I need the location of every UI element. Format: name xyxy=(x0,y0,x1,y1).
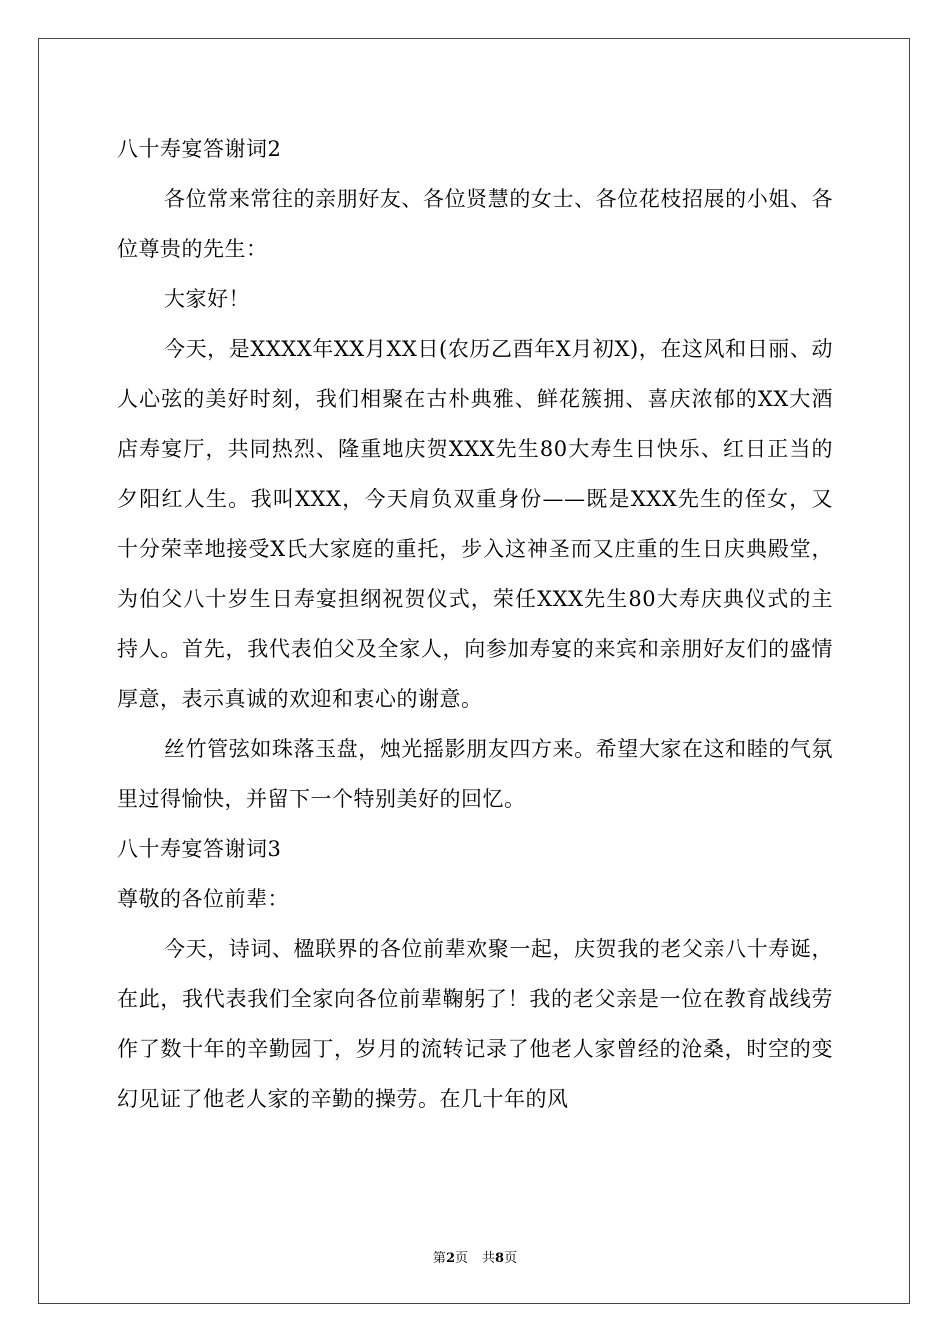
greeting-paragraph: 大家好！ xyxy=(164,287,250,311)
section-3-paragraph: 今天，诗词、楹联界的各位前辈欢聚一起，庆贺我的老父亲八十寿诞，在此，我代表我们全家向各位前辈鞠躬了！我的老父亲是一位在教育战线劳作了数十年的辛勤园丁，岁月的流转记录了他老人家曾经的沧桑，时空的变幻见证了他老人家的辛勤的操劳。在几十年的风 xyxy=(117,937,833,1111)
page-suffix: 页 xyxy=(454,1251,468,1266)
main-speech-paragraph: 今天，是XXXX年XX月XX日(农历乙酉年X月初X)，在这风和日丽、动人心弦的美好时刻，我们相聚在古朴典雅、鲜花簇拥、喜庆浓郁的XX大酒店寿宴厅，共同热烈、隆重地庆贺XXX先生80大寿生日快乐、红日正当的夕阳红人生。我叫XXX，今天肩负双重身份——既是XXX先生的侄女，又十分荣幸地接受X氏大家庭的重托，步入这神圣而又庄重的生日庆典殿堂，为伯父八十岁生日寿宴担纲祝贺仪式，荣任XXX先生80大寿庆典仪式的主持人。首先，我代表伯父及全家人，向参加寿宴的来宾和亲朋好友们的盛情厚意，表示真诚的欢迎和衷心的谢意。 xyxy=(117,337,833,711)
closing-paragraph: 丝竹管弦如珠落玉盘，烛光摇影朋友四方来。希望大家在这和睦的气氛里过得愉快，并留下一个特别美好的回忆。 xyxy=(117,737,833,811)
section-3-salutation: 尊敬的各位前辈： xyxy=(117,887,289,911)
document-body xyxy=(117,124,833,1124)
salutation-paragraph: 各位常来常往的亲朋好友、各位贤慧的女士、各位花枝招展的小姐、各位尊贵的先生： xyxy=(117,187,833,261)
total-suffix: 页 xyxy=(504,1251,518,1266)
section-3-title: 八十寿宴答谢词3 xyxy=(117,837,282,861)
total-page-number: 8 xyxy=(495,1251,505,1266)
page-prefix: 第 xyxy=(432,1251,446,1266)
current-page-number: 2 xyxy=(445,1251,455,1266)
total-prefix: 共 xyxy=(482,1251,496,1266)
page-footer xyxy=(0,1247,950,1266)
section-2-title: 八十寿宴答谢词2 xyxy=(117,137,282,161)
